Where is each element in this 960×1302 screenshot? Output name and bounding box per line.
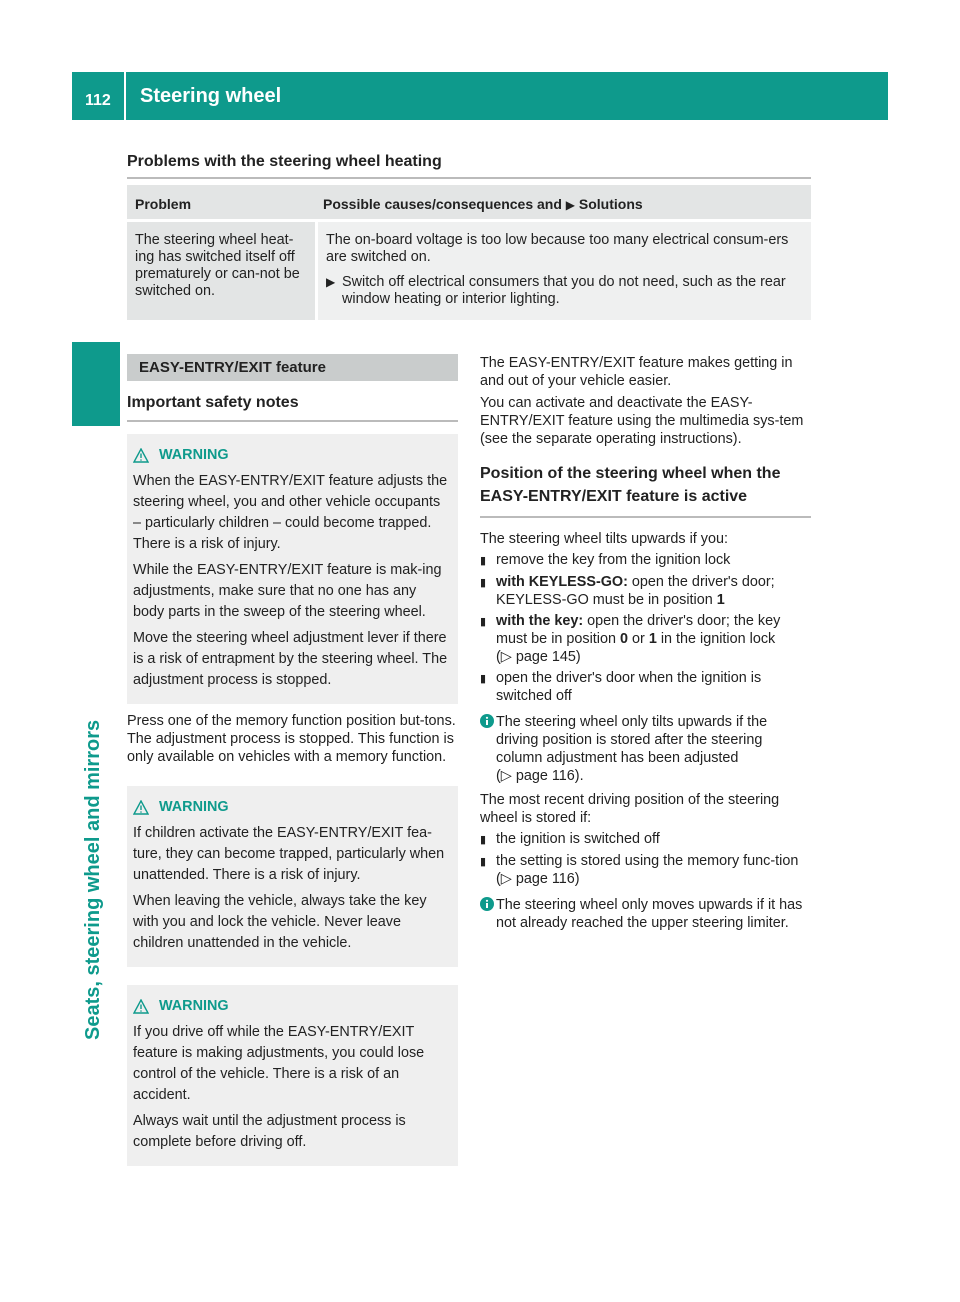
problem-cell: The steering wheel heat-ing has switched itself off prematurely or can-not be switched on.: [127, 222, 315, 320]
causes-cell: [318, 222, 811, 320]
warning-title: [133, 446, 450, 465]
list-item-text: remove the key from the ignition lock: [496, 552, 731, 568]
warning-text: When the EASY-ENTRY/EXIT feature adjusts the steering wheel, you and other vehicle occupants – particularly children – could become trapped. There is a risk of injury.: [133, 473, 448, 552]
position-value: 1: [716, 592, 725, 608]
page-reference-link[interactable]: (▷ page 116): [496, 871, 580, 887]
warning-icon: [133, 999, 149, 1014]
bullet-icon: ▮: [480, 834, 487, 846]
left-column: [127, 354, 458, 1166]
table-row: [127, 222, 811, 320]
info-note: [480, 713, 811, 785]
position-value: 0: [620, 631, 629, 647]
header-divider: [124, 72, 126, 120]
list-item: [480, 573, 811, 609]
bullet-icon: ▮: [480, 616, 487, 628]
info-body: The steering wheel only tilts upwards if the driving position is stored after the steering column adjustment has been adjusted: [496, 714, 768, 766]
body-text: Press one of the memory function position but-tons. The adjustment process is stopped. This function is only available on vehicles with a memory function.: [127, 713, 456, 765]
list-item-bold: with the key:: [496, 613, 584, 629]
info-icon: [480, 713, 496, 785]
list-item-text: [496, 852, 811, 888]
body-text: The steering wheel tilts upwards if you:: [480, 531, 728, 547]
list-item-bold: with KEYLESS-GO:: [496, 574, 628, 590]
arrow-icon: ▶: [326, 275, 336, 289]
warning-text: If you drive off while the EASY-ENTRY/EXIT feature is making adjustments, you could lose control of the vehicle. There is a risk of an accident.: [133, 1024, 425, 1103]
column-header-causes-prefix: Possible causes/consequences and: [323, 196, 562, 212]
warning-label: WARNING: [159, 447, 229, 463]
column-header-causes: [315, 185, 811, 219]
page-reference-link[interactable]: (▷ page 116).: [496, 768, 584, 784]
warning-text: While the EASY-ENTRY/EXIT feature is mak-ing adjustments, make sure that no one has any body parts in the sweep of the steering wheel.: [133, 562, 442, 620]
list-item-text: [496, 612, 811, 666]
list-item-body: in the ignition lock: [660, 631, 776, 647]
warning-text: When leaving the vehicle, always take the key with you and lock the vehicle. Never leave children unattended in the vehicle.: [133, 893, 427, 951]
info-icon: [480, 896, 496, 932]
sidebar-tab: [72, 342, 120, 426]
body-text: The EASY-ENTRY/EXIT feature makes getting in and out of your vehicle easier.: [480, 355, 793, 389]
bullet-icon: ▮: [480, 856, 487, 868]
list-item-body: open the driver's door; KEYLESS-GO must be in position: [496, 574, 775, 608]
body-text: The most recent driving position of the steering wheel is stored if:: [480, 792, 780, 826]
info-note: [480, 896, 811, 932]
bullet-icon: ▮: [480, 577, 487, 589]
solution-text: Switch off electrical consumers that you do not need, such as the rear window heating or interior lighting.: [342, 274, 786, 307]
list-item-body: or: [632, 631, 645, 647]
right-column: [480, 354, 811, 932]
warning-box: [127, 434, 458, 704]
safety-notes-heading: Important safety notes: [127, 393, 458, 422]
column-header-problem: Problem: [135, 196, 192, 212]
section-title: EASY-ENTRY/EXIT feature: [127, 354, 458, 381]
list-item-body: the setting is stored using the memory func-tion: [496, 853, 799, 869]
list-item: [480, 830, 811, 849]
page-header: [72, 72, 888, 120]
warning-label: WARNING: [159, 799, 229, 815]
list-item: [480, 669, 811, 705]
warning-title: [133, 798, 450, 817]
list-item: [480, 551, 811, 570]
column-header-causes-suffix: Solutions: [578, 196, 643, 212]
position-heading: Position of the steering wheel when the EASY-ENTRY/EXIT feature is active: [480, 462, 811, 518]
warning-title: [133, 997, 450, 1016]
warning-icon: [133, 800, 149, 815]
arrow-icon: ▶: [565, 198, 576, 212]
warning-box: [127, 985, 458, 1166]
list-item-body: open the driver's door; the key must be in position: [496, 613, 781, 647]
warning-icon: [133, 448, 149, 463]
warning-text: If children activate the EASY-ENTRY/EXIT fea-ture, they can become trapped, particularly when unattended. There is a risk of injury.: [133, 825, 445, 883]
page-number: 112: [85, 92, 111, 109]
bullet-icon: ▮: [480, 673, 487, 685]
solution-step: [326, 274, 803, 308]
list-item: [480, 852, 811, 888]
list-item-text: open the driver's door when the ignition is switched off: [496, 670, 762, 704]
info-text: [496, 713, 811, 785]
body-text: You can activate and deactivate the EASY-ENTRY/EXIT feature using the multimedia sys-tem (see the separate operating instructions).: [480, 395, 804, 447]
warning-text: Move the steering wheel adjustment lever if there is a risk of entrapment by the steering wheel. The adjustment process is stopped.: [133, 630, 448, 688]
sidebar-label-text: Seats, steering wheel and mirrors: [82, 719, 104, 1040]
warning-box: [127, 786, 458, 967]
problems-heading: Problems with the steering wheel heating: [127, 152, 811, 179]
problems-table: [127, 185, 811, 320]
bullet-icon: ▮: [480, 555, 487, 567]
list-item-text: the ignition is switched off: [496, 831, 660, 847]
warning-label: WARNING: [159, 998, 229, 1014]
list-item-text: [496, 573, 811, 609]
list-item: [480, 612, 811, 666]
info-text: The steering wheel only moves upwards if it has not already reached the upper steering limiter.: [496, 897, 803, 931]
position-value: 1: [648, 631, 657, 647]
warning-text: Always wait until the adjustment process is complete before driving off.: [133, 1113, 406, 1150]
chapter-title: Steering wheel: [140, 85, 282, 107]
cause-text: The on-board voltage is too low because too many electrical consum-ers are switched on.: [326, 232, 789, 265]
table-header: [127, 185, 811, 219]
page-reference-link[interactable]: (▷ page 145): [496, 649, 581, 665]
